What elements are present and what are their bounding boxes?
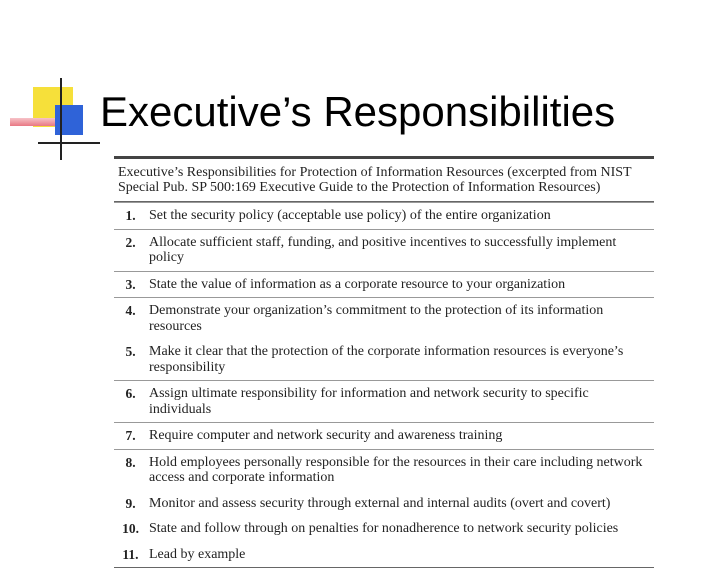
row-text: State and follow through on penalties for nonadherence to network security policies <box>149 521 619 536</box>
row-text: Allocate sufficient staff, funding, and positive incentives to successfully implement policy <box>149 234 617 265</box>
row-number: 7. <box>125 428 136 443</box>
decor-vertical-line <box>60 78 62 160</box>
table-row <box>114 339 654 380</box>
row-text: State the value of information as a corporate resource to your organization <box>149 276 566 292</box>
table-row <box>114 271 654 298</box>
table-row <box>114 229 654 271</box>
responsibilities-table <box>114 156 654 568</box>
row-text: Hold employees personally responsible for the resources in their care including network access and corporate information <box>149 454 643 485</box>
decor-horizontal-line <box>38 142 100 144</box>
row-number: 2. <box>125 234 136 250</box>
row-number: 9. <box>125 495 136 511</box>
row-text: Set the security policy (acceptable use policy) of the entire organization <box>149 208 551 223</box>
row-text: Monitor and assess security through external and internal audits (overt and covert) <box>149 495 611 511</box>
row-number: 5. <box>125 344 136 359</box>
row-number: 3. <box>125 276 136 292</box>
row-number: 6. <box>125 386 136 401</box>
row-text: Require computer and network security and awareness training <box>149 428 503 443</box>
table-row <box>114 449 654 491</box>
row-text: Make it clear that the protection of the corporate information resources is everyone’s responsibility <box>149 344 624 375</box>
row-number: 10. <box>122 521 139 536</box>
row-number: 11. <box>122 546 139 562</box>
table-row <box>114 297 654 339</box>
table-row <box>114 516 654 542</box>
decor-red-bar <box>10 118 55 126</box>
row-text: Assign ultimate responsibility for information and network security to specific individuals <box>149 386 589 417</box>
table-row <box>114 380 654 422</box>
table-row <box>114 202 654 229</box>
row-text: Demonstrate your organization’s commitment to the protection of its information resources <box>149 303 604 334</box>
row-number: 8. <box>125 454 136 470</box>
table-caption: Executive’s Responsibilities for Protection of Information Resources (excerpted from NIST Special Pub. SP 500:169 Executive Guide to the Protection of Information Resources) <box>114 159 654 202</box>
slide-title: Executive’s Responsibilities <box>100 88 616 135</box>
row-text: Lead by example <box>149 546 246 562</box>
row-number: 1. <box>125 208 136 223</box>
table-row <box>114 422 654 449</box>
table-row <box>114 491 654 517</box>
table-row <box>114 542 654 568</box>
row-number: 4. <box>125 303 136 318</box>
